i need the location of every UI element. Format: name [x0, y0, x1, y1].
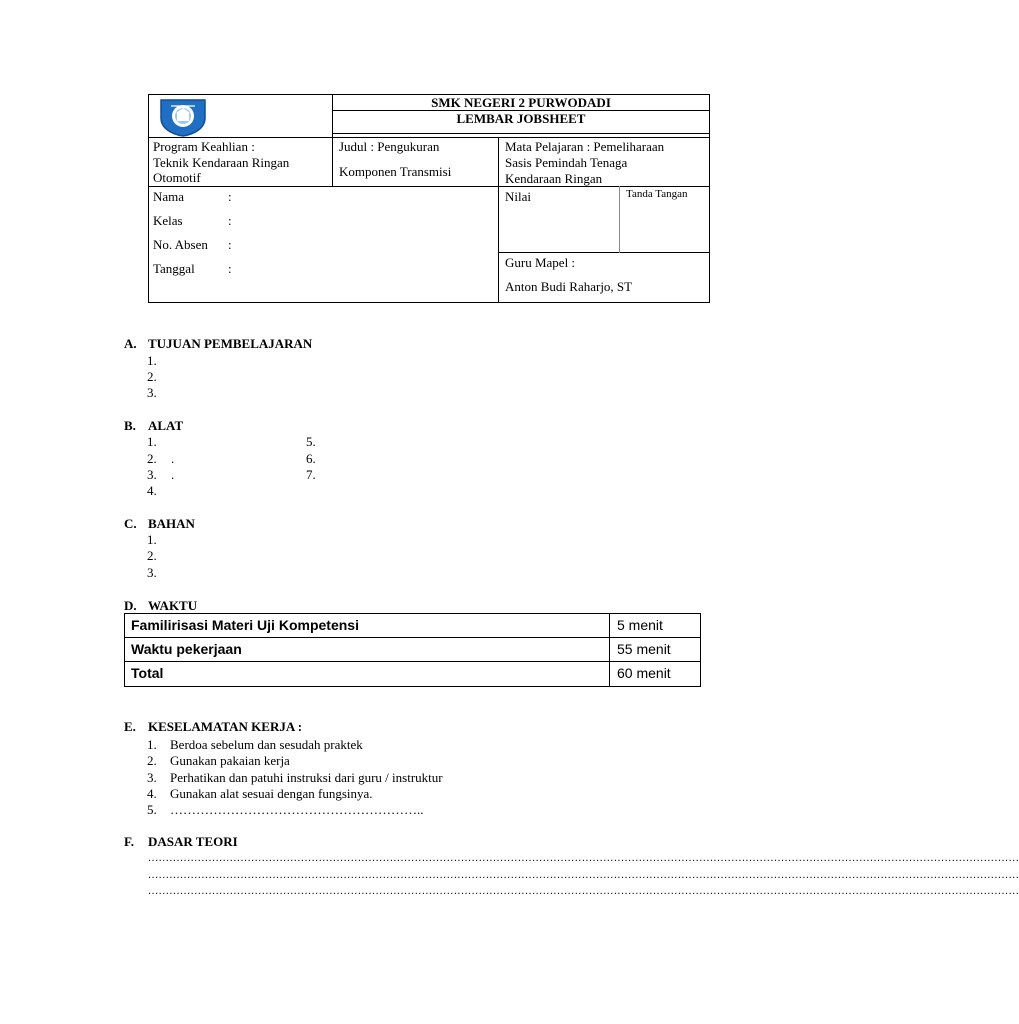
nama-label: Nama: [153, 189, 185, 204]
list-item-dot: .: [171, 451, 175, 466]
guru-label: Guru Mapel :: [505, 255, 576, 270]
list-item-text: Gunakan alat sesuai dengan fungsinya.: [170, 786, 373, 801]
list-item-number: 6.: [306, 451, 316, 466]
list-item-number: 2.: [147, 753, 157, 768]
list-item-number: 2.: [147, 451, 157, 466]
nama-colon: :: [228, 189, 232, 204]
list-item-number: 2.: [147, 548, 157, 563]
list-item-number: 4.: [147, 786, 157, 801]
list-item-number: 1.: [147, 737, 157, 752]
list-item-number: 1.: [147, 532, 157, 547]
list-item-text: …………………………………………………..: [170, 802, 424, 817]
waktu-row-label: Waktu pekerjaan: [131, 641, 242, 657]
absen-colon: :: [228, 237, 232, 252]
list-item-number: 4.: [147, 483, 157, 498]
list-item-number: 1.: [147, 353, 157, 368]
section-a-title: TUJUAN PEMBELAJARAN: [148, 336, 313, 351]
section-f-letter: F.: [124, 834, 134, 849]
tanggal-label: Tanggal: [153, 261, 195, 276]
dotted-line: .....................................................................................................................................................................................................................................................: [148, 869, 1019, 881]
list-item-text: Gunakan pakaian kerja: [170, 753, 290, 768]
list-item-number: 5.: [306, 434, 316, 449]
section-e-letter: E.: [124, 719, 136, 734]
list-item-text: Berdoa sebelum dan sesudah praktek: [170, 737, 363, 752]
program-label: Program Keahlian :: [153, 139, 255, 154]
waktu-row-value: 60 menit: [617, 665, 671, 681]
mapel-line1: Mata Pelajaran : Pemeliharaan: [505, 139, 665, 154]
kelas-label: Kelas: [153, 213, 183, 228]
program-line1: Teknik Kendaraan Ringan: [153, 155, 290, 170]
section-d-title: WAKTU: [148, 598, 198, 613]
school-logo: [157, 94, 209, 138]
dotted-line: .....................................................................................................................................................................................................................................................: [148, 885, 1019, 897]
list-item-number: 1.: [147, 434, 157, 449]
section-c-title: BAHAN: [148, 516, 195, 531]
section-b-title: ALAT: [148, 418, 184, 433]
waktu-row-value: 55 menit: [617, 641, 671, 657]
mapel-line3: Kendaraan Ringan: [505, 171, 603, 186]
school-name: SMK NEGERI 2 PURWODADI: [431, 95, 611, 110]
waktu-row-value: 5 menit: [617, 617, 663, 633]
list-item-number: 7.: [306, 467, 316, 482]
section-b-letter: B.: [124, 418, 136, 433]
list-item-number: 5.: [147, 802, 157, 817]
kelas-colon: :: [228, 213, 232, 228]
tanggal-colon: :: [228, 261, 232, 276]
program-line2: Otomotif: [153, 170, 201, 185]
document-title: LEMBAR JOBSHEET: [456, 111, 586, 126]
section-f-title: DASAR TEORI: [148, 834, 238, 849]
section-d-letter: D.: [124, 598, 137, 613]
list-item-text: Perhatikan dan patuhi instruksi dari guru / instruktur: [170, 770, 443, 785]
nilai-label: Nilai: [505, 189, 531, 204]
list-item-number: 2.: [147, 369, 157, 384]
list-item-number: 3.: [147, 770, 157, 785]
list-item-dot: .: [171, 467, 175, 482]
waktu-row-label: Total: [131, 665, 164, 681]
dotted-line: .....................................................................................................................................................................................................................................................: [148, 852, 1019, 864]
section-a-letter: A.: [124, 336, 137, 351]
list-item-number: 3.: [147, 565, 157, 580]
section-c-letter: C.: [124, 516, 137, 531]
list-item-number: 3.: [147, 385, 157, 400]
judul-line2: Komponen Transmisi: [339, 164, 452, 179]
waktu-row-label: Familirisasi Materi Uji Kompetensi: [131, 617, 359, 633]
list-item-number: 3.: [147, 467, 157, 482]
mapel-line2: Sasis Pemindah Tenaga: [505, 155, 628, 170]
judul-line1: Judul : Pengukuran: [339, 139, 440, 154]
guru-name: Anton Budi Raharjo, ST: [505, 279, 633, 294]
absen-label: No. Absen: [153, 237, 208, 252]
tanda-tangan-label: Tanda Tangan: [626, 188, 688, 200]
section-e-title: KESELAMATAN KERJA :: [148, 719, 303, 734]
